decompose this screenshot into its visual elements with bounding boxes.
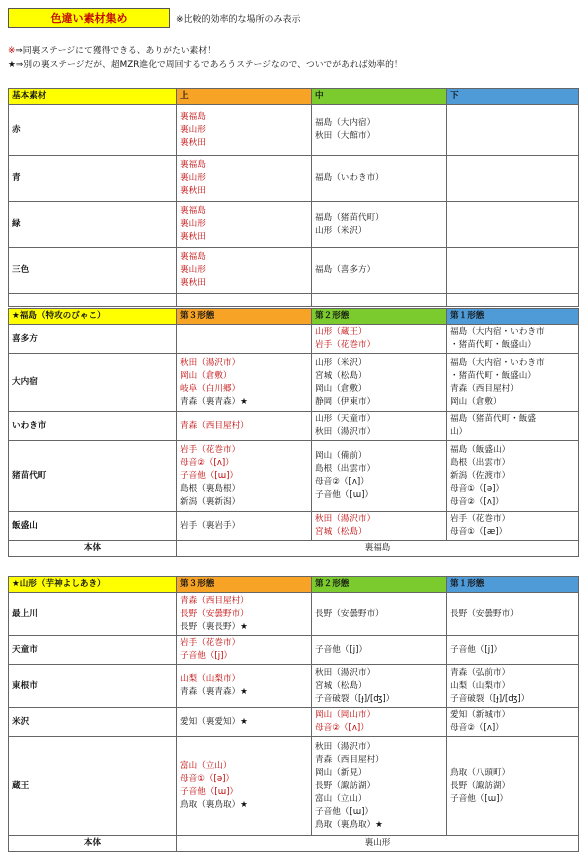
table-row	[9, 202, 579, 248]
form2-cell	[312, 593, 447, 636]
row-name: 飯盛山	[9, 512, 177, 541]
note-text: ⇒同裏ステージにて獲得できる、ありがたい素材！	[15, 46, 216, 56]
list-item: 裏山形	[180, 219, 206, 229]
note-same-stage	[8, 44, 403, 58]
list-item: 愛知（裏愛知）★	[180, 716, 248, 727]
list-item: 山形（米沢）	[315, 225, 367, 236]
list-item: 子音他（[ɯ]）	[180, 470, 239, 481]
list-item: 山梨（山梨市）	[180, 674, 241, 684]
list-item: 裏秋田	[180, 232, 206, 242]
list-item: 福島（大内宿・いわき市	[450, 327, 545, 337]
header-cell: 第２形態	[312, 577, 447, 593]
header-cell: 第１形態	[447, 309, 579, 325]
table-row	[9, 105, 579, 156]
form1-cell	[447, 354, 579, 412]
list-item: 岩手（花巻市）	[180, 638, 241, 648]
footer-value: 裏福島	[177, 541, 579, 557]
list-item: 鳥取（八頭町）	[450, 767, 511, 778]
list-item: 裏福島	[180, 206, 206, 216]
list-item: 福島（猪苗代町・飯盛	[450, 414, 536, 424]
table-row	[9, 441, 579, 512]
form2-cell	[312, 512, 447, 541]
list-item: 子音他（[ɯ]）	[180, 787, 239, 797]
list-item: 長野（安曇野市）	[180, 608, 249, 619]
list-item: 裏山形	[180, 124, 206, 135]
header-cell: ★福島（特攻のびゃこ）	[9, 309, 177, 325]
row-name: 東根市	[9, 665, 177, 708]
row-name: 大内宿	[9, 354, 177, 412]
title-note: ※比較的効率的な場所のみ表示	[176, 14, 301, 25]
list-item: 秋田（湯沢市）	[315, 741, 376, 752]
table-row	[9, 708, 579, 737]
list-item: 裏秋田	[180, 137, 206, 148]
list-item: ・猪苗代町・飯盛山）	[450, 370, 536, 381]
form1-cell	[447, 737, 579, 836]
middle-cell	[312, 248, 447, 294]
list-item: 富山（立山）	[180, 761, 232, 771]
table-row	[9, 156, 579, 202]
table-row	[9, 412, 579, 441]
list-item: 青森（裏青森）★	[180, 396, 248, 407]
row-name: いわき市	[9, 412, 177, 441]
list-item: 山梨（山梨市）	[450, 680, 511, 691]
list-item: 福島（大内宿・いわき市	[450, 357, 545, 368]
list-item: 岡山（倉敷）	[180, 370, 232, 381]
list-item: 母音②（[ʌ]）	[450, 496, 504, 507]
list-item: 島根（出雲市）	[315, 464, 376, 474]
list-item: 岡山（倉敷）	[315, 383, 367, 394]
table-header	[9, 577, 579, 593]
list-item: 富山（立山）	[315, 793, 367, 804]
list-item: 岡山（新見）	[315, 767, 367, 778]
list-item: 長野（安曇野市）	[450, 608, 519, 619]
form3-cell	[177, 512, 312, 541]
form1-cell	[447, 665, 579, 708]
table-row	[9, 512, 579, 541]
list-item: 岡山（岡山市）	[315, 710, 376, 720]
form2-cell	[312, 325, 447, 354]
list-item: 山形（蔵王）	[315, 327, 367, 337]
blank-row	[9, 294, 579, 307]
title-row	[8, 8, 301, 28]
list-item: 福島（いわき市）	[315, 173, 384, 183]
list-item: 母音②（[ʌ]）	[180, 457, 234, 468]
form2-cell	[312, 441, 447, 512]
form2-cell	[312, 708, 447, 737]
footer-value: 裏山形	[177, 836, 579, 852]
list-item: 子音他（[ɯ]）	[450, 793, 509, 804]
row-name: 最上川	[9, 593, 177, 636]
form2-cell	[312, 737, 447, 836]
list-item: 裏山形	[180, 173, 206, 183]
yamagata-table	[8, 576, 579, 852]
header-cell: 上	[177, 89, 312, 105]
lower-cell	[447, 248, 579, 294]
footer-label: 本体	[9, 836, 177, 852]
table-row	[9, 325, 579, 354]
list-item: 母音②（[ʌ]）	[450, 723, 504, 733]
list-item: 子音他（[j]）	[450, 644, 503, 655]
list-item: 母音①（[ə]）	[180, 774, 235, 784]
list-item: 山形（天童市）	[315, 414, 376, 424]
header-cell: ★山形（芋神よしあき）	[9, 577, 177, 593]
list-item: 宮城（松島）	[315, 527, 367, 537]
form3-cell	[177, 708, 312, 737]
middle-cell	[312, 156, 447, 202]
list-item: 母音①（[ə]）	[450, 483, 505, 494]
list-item: 裏福島	[180, 160, 206, 170]
lower-cell	[447, 202, 579, 248]
list-item: 長野（諏訪湖）	[450, 780, 511, 791]
list-item: 子音他（[ɯ]）	[315, 806, 374, 817]
list-item: 岡山（備前）	[315, 451, 367, 461]
list-item: 岩手（花巻市）	[450, 514, 511, 524]
form1-cell	[447, 593, 579, 636]
header-cell: 第１形態	[447, 577, 579, 593]
form2-cell	[312, 636, 447, 665]
header-cell: 基本素材	[9, 89, 177, 105]
lower-cell	[447, 156, 579, 202]
table-header	[9, 309, 579, 325]
table-row	[9, 593, 579, 636]
lower-cell	[447, 105, 579, 156]
form1-cell	[447, 325, 579, 354]
list-item: 子音他（[j]）	[315, 644, 368, 655]
list-item: 裏秋田	[180, 278, 206, 288]
list-item: 青森（弘前市）	[450, 667, 511, 678]
list-item: 母音②（[ʌ]）	[315, 477, 369, 487]
list-item: 福島（猪苗代町）	[315, 212, 384, 223]
list-item: 秋田（湯沢市）	[315, 427, 376, 437]
list-item: 子音破裂（[ɟ]/[ʤ]）	[315, 693, 395, 704]
row-name: 米沢	[9, 708, 177, 737]
list-item: 福島（大内宿）	[315, 118, 376, 128]
basic-materials-table	[8, 88, 579, 307]
list-item: 秋田（湯沢市）	[315, 514, 376, 524]
list-item: 島根（裏島根）	[180, 483, 241, 494]
list-item: 山）	[450, 427, 468, 437]
list-item: 裏福島	[180, 252, 206, 262]
list-item: 新潟（佐渡市）	[450, 470, 511, 481]
list-item: 青森（西目屋村）	[180, 420, 249, 431]
footer-row	[9, 541, 579, 557]
list-item: 岩手（裏岩手）	[180, 520, 241, 531]
fukushima-table	[8, 308, 579, 557]
list-item: 長野（安曇野市）	[315, 608, 384, 619]
middle-cell	[312, 105, 447, 156]
table-row	[9, 665, 579, 708]
upper-cell	[177, 156, 312, 202]
middle-cell	[312, 202, 447, 248]
row-name: 赤	[9, 105, 177, 156]
list-item: 母音①（[æ]）	[450, 527, 508, 537]
notes	[8, 44, 403, 72]
form1-cell	[447, 441, 579, 512]
form3-cell	[177, 665, 312, 708]
list-item: 長野（諏訪湖）	[315, 780, 376, 791]
form3-cell	[177, 325, 312, 354]
list-item: 青森（西目屋村）	[450, 383, 519, 394]
list-item: 静岡（伊東市）	[315, 396, 376, 407]
list-item: 裏福島	[180, 111, 206, 122]
upper-cell	[177, 248, 312, 294]
row-name: 猪苗代町	[9, 441, 177, 512]
list-item: 母音②（[ʌ]）	[315, 723, 369, 733]
header-cell: 第２形態	[312, 309, 447, 325]
upper-cell	[177, 105, 312, 156]
form3-cell	[177, 593, 312, 636]
form3-cell	[177, 412, 312, 441]
list-item: 秋田（湯沢市）	[180, 357, 241, 368]
form2-cell	[312, 354, 447, 412]
form3-cell	[177, 441, 312, 512]
list-item: 子音他（[j]）	[180, 651, 233, 661]
form2-cell	[312, 665, 447, 708]
note-other-stage: ★⇒別の裏ステージだが、超MZR進化で周回するであろうステージなので、ついでがあれば効率的！	[8, 60, 403, 70]
note-mark: ※	[8, 46, 16, 56]
form1-cell	[447, 708, 579, 737]
upper-cell	[177, 202, 312, 248]
header-cell: 中	[312, 89, 447, 105]
list-item: ・猪苗代町・飯盛山）	[450, 340, 536, 350]
list-item: 宮城（松島）	[315, 370, 367, 381]
table-header	[9, 89, 579, 105]
list-item: 岩手（花巻市）	[180, 444, 241, 455]
list-item: 裏秋田	[180, 186, 206, 196]
table-row	[9, 636, 579, 665]
row-name: 天童市	[9, 636, 177, 665]
list-item: 子音破裂（[ɟ]/[ʤ]）	[450, 693, 530, 704]
footer-label: 本体	[9, 541, 177, 557]
row-name: 青	[9, 156, 177, 202]
page-title: 色違い素材集め	[8, 8, 170, 28]
row-name: 喜多方	[9, 325, 177, 354]
list-item: 福島（飯盛山）	[450, 444, 511, 455]
table-row	[9, 248, 579, 294]
form1-cell	[447, 412, 579, 441]
list-item: 岩手（花巻市）	[315, 340, 376, 350]
header-cell: 第３形態	[177, 577, 312, 593]
list-item: 青森（裏青森）★	[180, 687, 248, 697]
row-name: 三色	[9, 248, 177, 294]
table-row	[9, 354, 579, 412]
list-item: 愛知（新城市）	[450, 710, 511, 720]
footer-row	[9, 836, 579, 852]
header-cell: 下	[447, 89, 579, 105]
list-item: 鳥取（裏鳥取）★	[180, 800, 248, 810]
list-item: 秋田（湯沢市）	[315, 667, 376, 678]
list-item: 裏山形	[180, 265, 206, 275]
list-item: 新潟（裏新潟）	[180, 496, 241, 507]
list-item: 岡山（倉敷）	[450, 396, 502, 407]
list-item: 福島（喜多方）	[315, 265, 376, 275]
form1-cell	[447, 512, 579, 541]
list-item: 宮城（松島）	[315, 680, 367, 691]
list-item: 鳥取（裏鳥取）★	[315, 819, 383, 830]
list-item: 山形（米沢）	[315, 357, 367, 368]
form3-cell	[177, 737, 312, 836]
row-name: 蔵王	[9, 737, 177, 836]
form2-cell	[312, 412, 447, 441]
header-cell: 第３形態	[177, 309, 312, 325]
form1-cell	[447, 636, 579, 665]
row-name: 緑	[9, 202, 177, 248]
list-item: 長野（裏長野）★	[180, 621, 248, 632]
list-item: 青森（西目屋村）	[315, 754, 384, 765]
form3-cell	[177, 636, 312, 665]
list-item: 青森（西目屋村）	[180, 595, 249, 606]
list-item: 子音他（[ɯ]）	[315, 490, 374, 500]
table-row	[9, 737, 579, 836]
list-item: 島根（出雲市）	[450, 457, 511, 468]
form3-cell	[177, 354, 312, 412]
list-item: 岐阜（白川郷）	[180, 383, 241, 394]
list-item: 秋田（大館市）	[315, 131, 376, 141]
